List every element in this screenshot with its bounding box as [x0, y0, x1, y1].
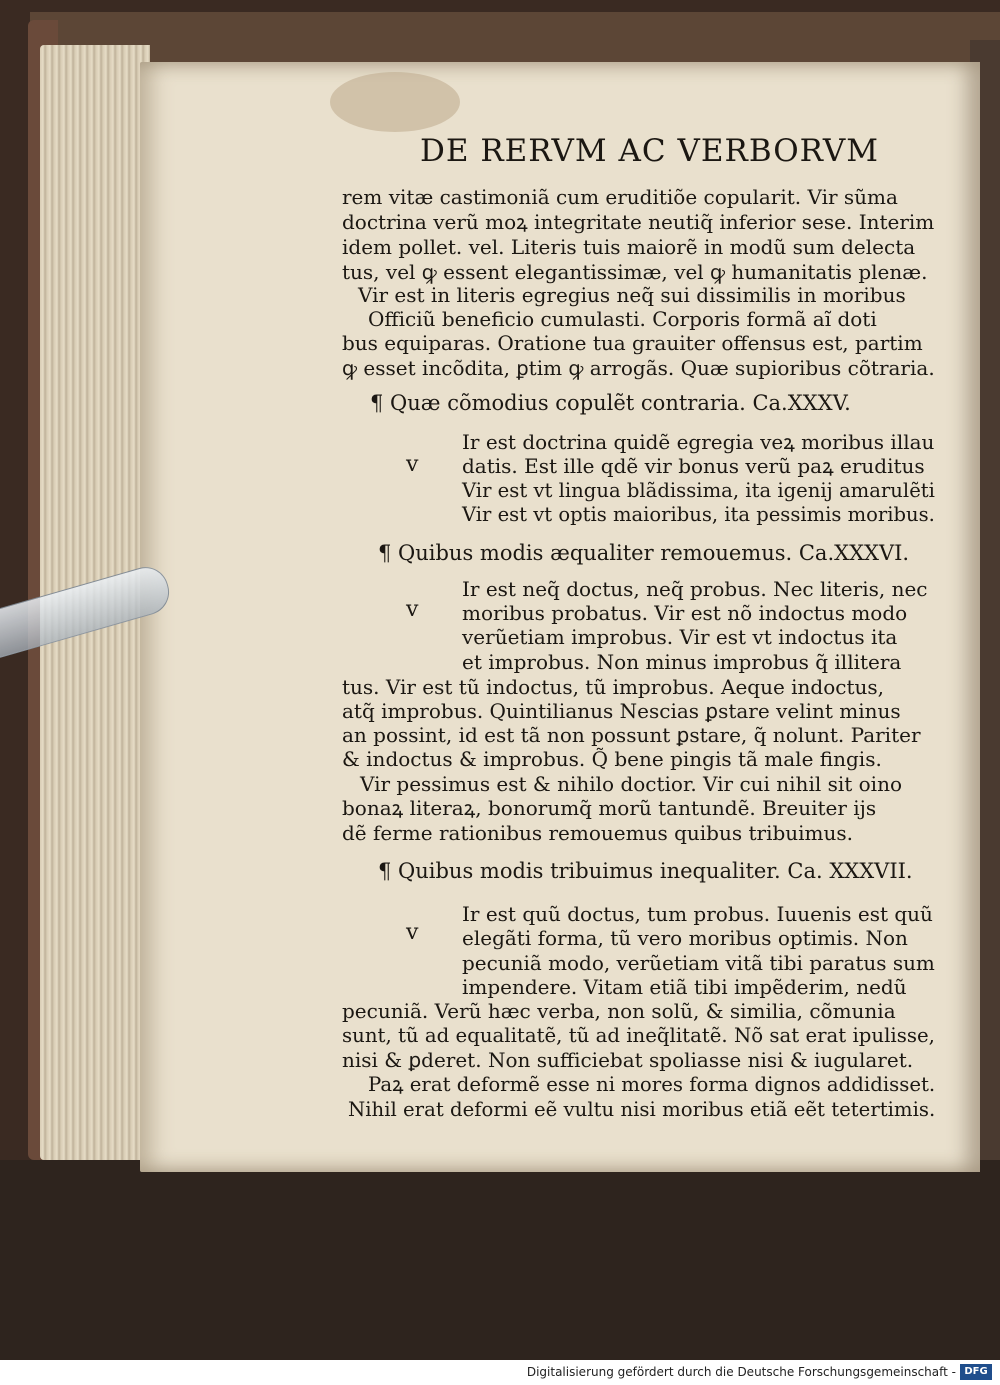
- chapter-title: ¶ Quæ cõmodius copulẽt contraria. Ca.XXXV.: [370, 391, 851, 415]
- text-line: et improbus. Non minus improbus q̃ illitera: [462, 650, 902, 674]
- text-line: & indoctus & improbus. Q̃ bene pingis tã male fingis.: [342, 747, 882, 771]
- text-line: doctrina verũ moꝝ integritate neutiq̃ inferior sese. Interim: [342, 210, 935, 234]
- text-line: idem pollet. vel. Literis tuis maiorẽ in modũ sum delecta: [342, 235, 916, 259]
- text-line: tus, vel ꝙ essent elegantissimæ, vel ꝙ humanitatis plenæ.: [342, 260, 928, 284]
- digitization-footer: [0, 1360, 1000, 1385]
- text-line: Ir est neq̃ doctus, neq̃ probus. Nec literis, nec: [462, 577, 928, 601]
- text-line: tus. Vir est tũ indoctus, tũ improbus. Aeque indoctus,: [342, 675, 885, 699]
- text-line: Nihil erat deformi eẽ vultu nisi moribus etiã eẽt tetertimis.: [348, 1097, 936, 1121]
- text-line: Vir pessimus est & nihilo doctior. Vir cui nihil sit oino: [360, 772, 903, 796]
- running-head: DE RERVM AC VERBORVM: [420, 133, 879, 169]
- text-line: atq̃ improbus. Quintilianus Nescias ꝑstare velint minus: [342, 699, 901, 723]
- text-line: sunt, tũ ad equalitatẽ, tũ ad ineq̃litatẽ. Nõ sat erat ipulisse,: [342, 1023, 935, 1047]
- initial-letter: v: [406, 452, 419, 477]
- text-line: ꝙ esset incõdita, ꝑtim ꝙ arrogãs. Quæ supioribus cõtraria.: [342, 356, 935, 380]
- text-line: dẽ ferme rationibus remouemus quibus tribuimus.: [342, 821, 854, 845]
- text-line: Ir est doctrina quidẽ egregia veꝝ moribus illau: [462, 430, 935, 454]
- scan-background: [0, 1160, 1000, 1360]
- initial-letter: v: [406, 597, 419, 622]
- text-line: rem vitæ castimoniã cum eruditiõe copularit. Vir sũma: [342, 185, 898, 209]
- text-line: verũetiam improbus. Vir est vt indoctus ita: [462, 625, 898, 649]
- text-line: impendere. Vitam etiã tibi impẽderim, nedũ: [462, 975, 907, 999]
- text-line: Officiũ beneficio cumulasti. Corporis formã aĩ doti: [368, 307, 877, 331]
- text-line: Vir est vt lingua blãdissima, ita igenij amarulẽti: [462, 478, 935, 502]
- book-cover-top: [30, 12, 1000, 62]
- text-line: elegãti forma, tũ vero moribus optimis. Non: [462, 926, 908, 950]
- text-line: moribus probatus. Vir est nõ indoctus modo: [462, 601, 908, 625]
- initial-letter: v: [406, 920, 419, 945]
- text-line: Vir est vt optis maioribus, ita pessimis moribus.: [462, 502, 935, 526]
- text-line: Ir est quũ doctus, tum probus. Iuuenis est quũ: [462, 902, 933, 926]
- funding-credit: Digitalisierung gefördert durch die Deutsche Forschungsgemeinschaft -: [526, 1365, 956, 1379]
- text-line: an possint, id est tã non possunt ꝑstare, q̃ nolunt. Pariter: [342, 723, 921, 747]
- chapter-title: ¶ Quibus modis tribuimus inequaliter. Ca. XXXVII.: [378, 859, 913, 883]
- text-line: pecuniã modo, verũetiam vitã tibi paratus sum: [462, 951, 935, 975]
- text-line: pecuniã. Verũ hæc verba, non solũ, & similia, cõmunia: [342, 999, 896, 1023]
- dfg-logo: DFG: [960, 1364, 992, 1380]
- text-line: bonaꝝ literaꝝ, bonorumq̃ morũ tantundẽ. Breuiter ijs: [342, 796, 877, 820]
- text-line: Vir est in literis egregius neq̃ sui dissimilis in moribus: [358, 283, 906, 307]
- chapter-title: ¶ Quibus modis æqualiter remouemus. Ca.XXXVI.: [378, 541, 910, 565]
- text-line: datis. Est ille qdẽ vir bonus verũ paꝝ eruditus: [462, 454, 925, 478]
- text-line: nisi & ꝑderet. Non sufficiebat spoliasse nisi & iugularet.: [342, 1048, 914, 1072]
- text-line: bus equiparas. Oratione tua grauiter offensus est, partim: [342, 331, 923, 355]
- page-stain: [330, 72, 460, 132]
- text-line: Paꝝ erat deformẽ esse ni mores forma dignos addidisset.: [368, 1072, 936, 1096]
